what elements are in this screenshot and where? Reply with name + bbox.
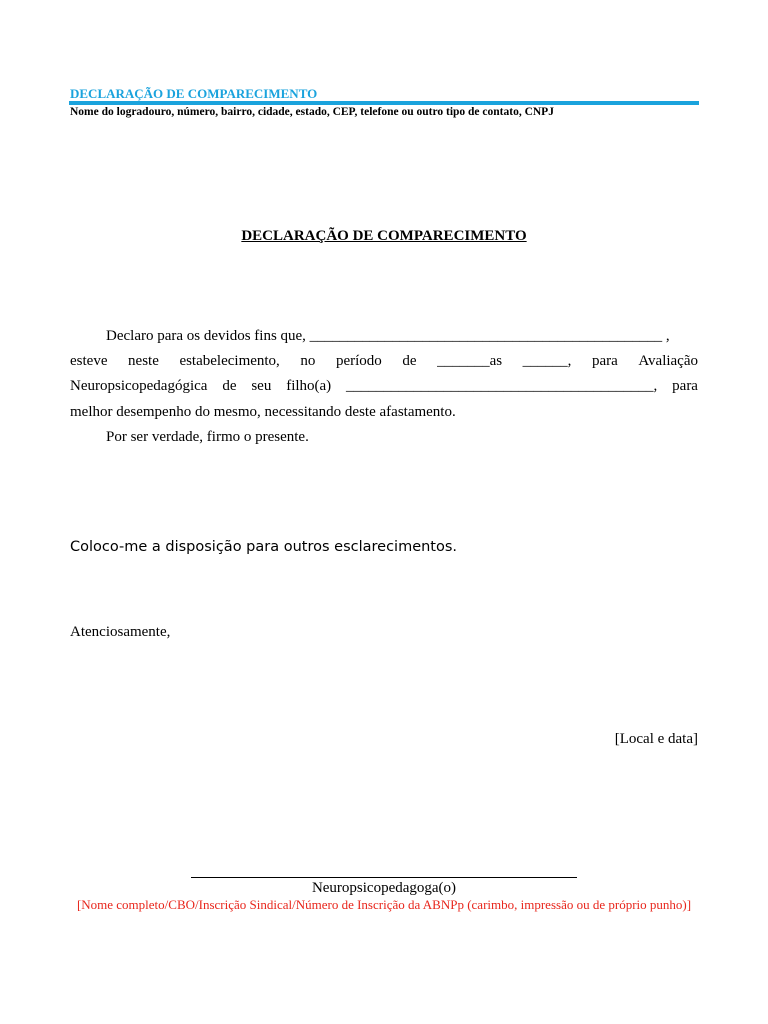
body-line-1: Declaro para os devidos fins que, _______________________________________________ ,	[106, 328, 670, 344]
body-word: neste	[128, 353, 159, 369]
period-end-blank: ______,	[522, 353, 572, 369]
body-word: de	[222, 378, 237, 394]
signature-note: [Nome completo/CBO/Inscrição Sindical/Número de Inscrição da ABNPp (carimbo, impressão ou de próprio punho)]	[76, 897, 692, 912]
body-word: para	[591, 353, 618, 369]
availability-line: Coloco-me a disposição para outros esclarecimentos.	[70, 539, 458, 555]
header-title: DECLARAÇÃO DE COMPARECIMENTO	[70, 86, 318, 101]
body-word: período	[335, 353, 382, 369]
body-word: Neuropsicopedagógica	[70, 378, 208, 394]
header-divider	[69, 101, 699, 105]
signature-role: Neuropsicopedagoga(o)	[311, 880, 457, 896]
child-name-blank: _________________________________________,	[346, 378, 658, 394]
body-line-3	[70, 378, 698, 400]
body-word: esteve	[70, 353, 108, 369]
body-line-5: Por ser verdade, firmo o presente.	[106, 429, 309, 445]
body-word: no	[300, 353, 316, 369]
body-word: estabelecimento,	[179, 353, 280, 369]
document-title: DECLARAÇÃO DE COMPARECIMENTO	[241, 228, 527, 244]
body-line-4: melhor desempenho do mesmo, necessitando deste afastamento.	[70, 404, 456, 420]
body-word: filho(a)	[286, 378, 332, 394]
closing-salutation: Atenciosamente,	[70, 624, 171, 640]
place-date: [Local e data]	[614, 731, 698, 747]
period-start-blank: _______as	[437, 353, 503, 369]
signature-line	[191, 877, 577, 878]
body-word: Avaliação	[638, 353, 698, 369]
header-address: Nome do logradouro, número, bairro, cidade, estado, CEP, telefone ou outro tipo de contato, CNPJ	[70, 106, 554, 118]
body-word: de	[402, 353, 417, 369]
body-line-2	[70, 353, 698, 375]
body-word: para	[672, 378, 698, 394]
body-word: seu	[251, 378, 272, 394]
